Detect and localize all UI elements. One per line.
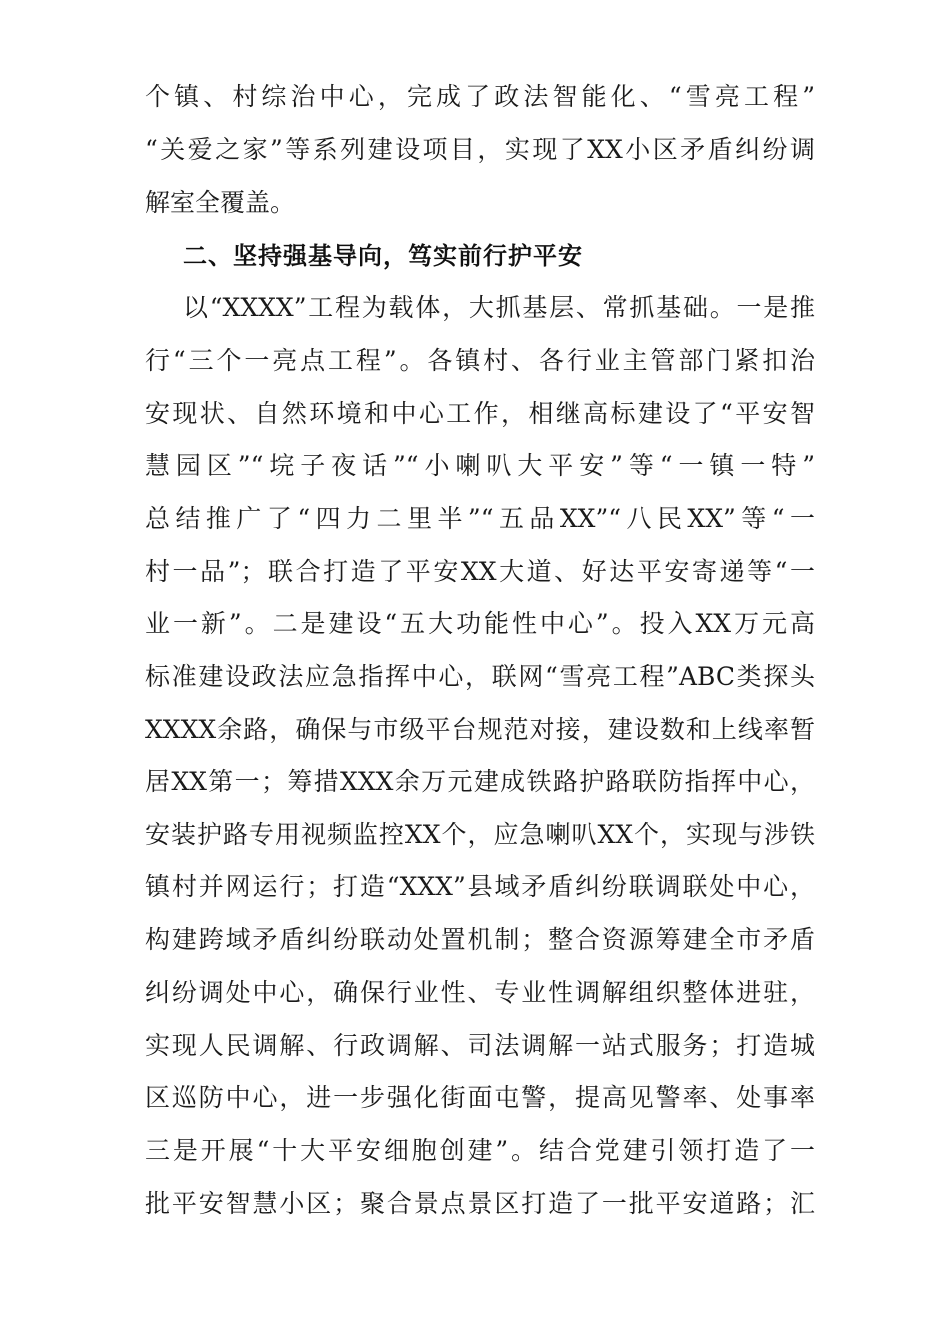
paragraph-line: 安现状、自然环境和中心工作，相继高标建设了“平安智	[145, 399, 815, 428]
paragraph-line: 实现人民调解、行政调解、司法调解一站式服务；打造城	[145, 1031, 815, 1060]
paragraph-line: 镇村并网运行；打造“XXX”县域矛盾纠纷联调联处中心，	[145, 872, 815, 901]
paragraph-line: 区巡防中心，进一步强化街面屯警，提高见警率、处事率	[145, 1083, 815, 1112]
paragraph-line: 标准建设政法应急指挥中心，联网“雪亮工程”ABC类探头	[145, 662, 815, 691]
paragraph-line: 安装护路专用视频监控XX个，应急喇叭XX个，实现与涉铁	[145, 820, 815, 849]
paragraph-line: 三是开展“十大平安细胞创建”。结合党建引领打造了一	[145, 1136, 815, 1165]
paragraph-line: 批平安智慧小区；聚合景点景区打造了一批平安道路；汇	[145, 1189, 815, 1218]
paragraph-line: 纠纷调处中心，确保行业性、专业性调解组织整体进驻，	[145, 978, 815, 1007]
body-text-line: 解室全覆盖。	[145, 188, 296, 217]
body-text-line: “关爱之家”等系列建设项目，实现了XX小区矛盾纠纷调	[145, 135, 815, 164]
body-text-line: 个镇、村综治中心，完成了政法智能化、“雪亮工程”	[145, 82, 815, 111]
paragraph-line: 以“XXXX”工程为载体，大抓基层、常抓基础。一是推	[183, 293, 815, 322]
paragraph-line: 居XX第一；筹措XXX余万元建成铁路护路联防指挥中心，	[145, 767, 815, 796]
paragraph-line: 业一新”。二是建设“五大功能性中心”。投入XX万元高	[145, 609, 815, 638]
paragraph-line: 总结推广了“四力二里半”“五品XX”“八民XX”等“一	[145, 504, 815, 533]
paragraph-line: 村一品”；联合打造了平安XX大道、好达平安寄递等“一	[145, 557, 815, 586]
section-heading: 二、坚持强基导向，笃实前行护平安	[183, 242, 583, 270]
paragraph-line: 慧园区”“垸子夜话”“小喇叭大平安”等“一镇一特”	[145, 451, 815, 480]
paragraph-line: 构建跨域矛盾纠纷联动处置机制；整合资源筹建全市矛盾	[145, 925, 815, 954]
paragraph-line: XXXX余路，确保与市级平台规范对接，建设数和上线率暂	[145, 715, 815, 744]
paragraph-line: 行“三个一亮点工程”。各镇村、各行业主管部门紧扣治	[145, 346, 815, 375]
